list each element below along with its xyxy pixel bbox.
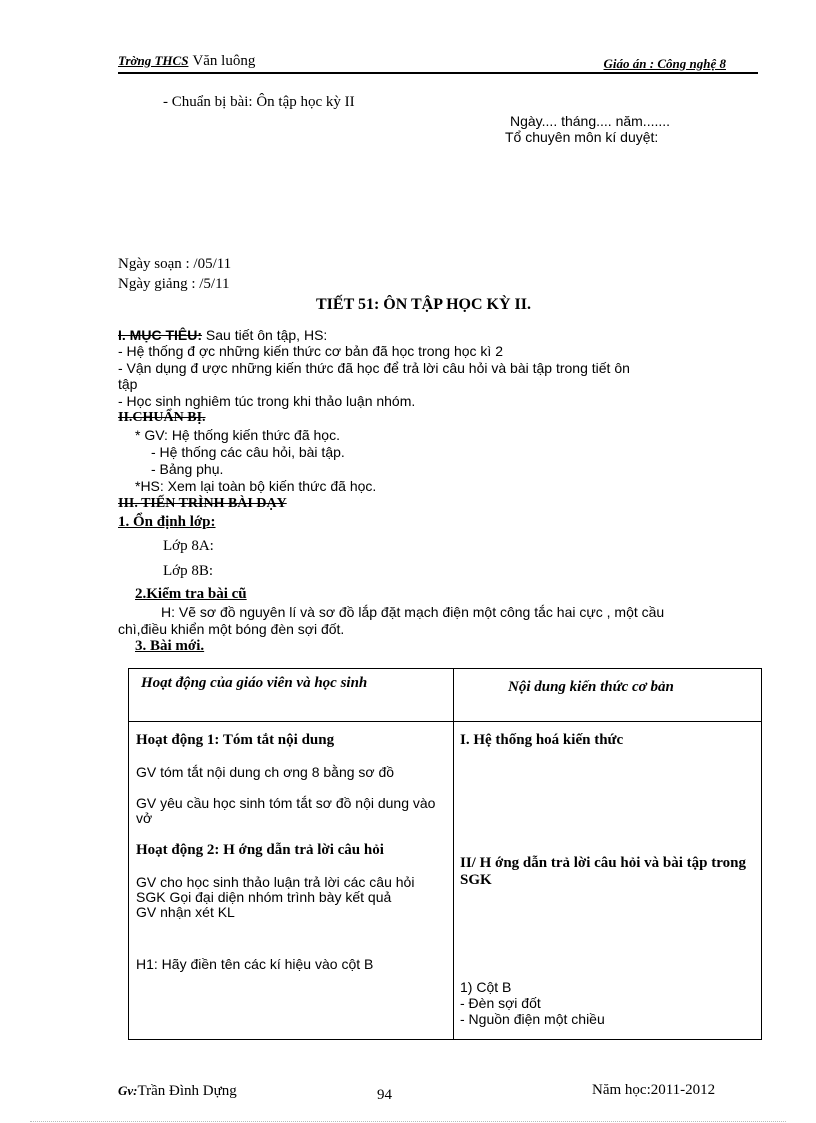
chuan-bi-heading: II.CHUẨN BỊ. [118,410,206,425]
prepare-text: - Chuẩn bị bài: Ôn tập học kỳ II [163,94,355,110]
lop-8b: Lớp 8B: [163,563,214,579]
col1-header: Hoạt động của giáo viên và học sinh [129,669,454,722]
tien-trinh-heading: III. TIẾN TRÌNH BÀI DẠY [118,496,287,511]
muc-tieu-item: - Hệ thống đ ợc những kiến thức cơ bản đã học trong học kì 2 [118,343,503,359]
answer-title: 1) Cột B [460,979,512,995]
school-year: Năm học:2011-2012 [592,1082,716,1098]
hd2-line: GV nhận xét KL [136,904,235,920]
header-rule [118,72,758,74]
footer-teacher [118,1082,237,1100]
date-line: Ngày.... tháng.... năm....... [510,113,671,129]
muc-tieu-line [118,327,327,343]
chuan-bi-gv-item: - Bảng phụ. [151,461,224,477]
school-prefix: Trờng THCS [118,53,189,68]
chuan-bi-gv: * GV: Hệ thống kiến thức đã học. [135,427,340,443]
table-header-row [129,669,762,722]
hd1-line: GV tóm tắt nội dung ch ơng 8 bằng sơ đồ [136,764,395,780]
school-name: Văn luông [192,53,256,69]
hd1-title: Hoạt động 1: Tóm tắt nội dung [136,732,335,748]
muc-tieu-item: - Vận dụng đ ược những kiến thức đã học để trả lời câu hỏi và bài tập trong tiết ôn [118,360,630,376]
gv-label: Gv: [118,1083,138,1098]
kiem-tra-heading: 2.Kiểm tra bài cũ [135,586,247,602]
page-header-left [118,52,255,70]
muc-tieu-intro: Sau tiết ôn tập, HS: [202,327,328,343]
h1-question: H1: Hãy điền tên các kí hiệu vào cột B [136,956,374,972]
date-soan: Ngày soạn : /05/11 [118,256,232,272]
teacher-activities-cell [129,722,454,1040]
bai-moi-heading: 3. Bài mới. [135,638,205,654]
sec1-title: I. Hệ thống hoá kiến thức [460,732,624,748]
question-line: H: Vẽ sơ đồ nguyên lí và sơ đồ lắp đặt mạch điện một công tắc hai cực , một cầu [161,604,665,620]
hd2-line: GV cho học sinh thảo luận trả lời các câu hỏi SGK Gọi đại diện nhóm trình bày kết quả [136,874,415,905]
chuan-bi-hs: *HS: Xem lại toàn bộ kiến thức đã học. [135,478,377,494]
page-number: 94 [377,1087,392,1103]
chuan-bi-gv-item: - Hệ thống các câu hỏi, bài tập. [151,444,345,460]
hd1-line: GV yêu cầu học sinh tóm tắt sơ đồ nội dung vào vở [136,795,436,826]
on-dinh-heading: 1. Ổn định lớp: [118,514,216,530]
col2-header: Nội dung kiến thức cơ bản [454,669,762,722]
sec2-title: II/ H ớng dẫn trả lời câu hỏi và bài tập trong SGK [460,855,746,888]
answer-item: - Đèn sợi đốt [460,995,541,1011]
hd2-title: Hoạt động 2: H ớng dẫn trả lời câu hỏi [136,842,384,858]
lesson-table [128,668,762,1040]
approval-text: Tổ chuyên môn kí duyệt: [505,129,659,145]
knowledge-content-cell [454,722,762,1040]
muc-tieu-item: - Học sinh nghiêm túc trong khi thảo luận nhóm. [118,393,416,409]
table-row [129,722,762,1040]
answer-item: - Nguồn điện một chiều [460,1011,605,1027]
muc-tieu-item: tập [118,376,138,392]
lop-8a: Lớp 8A: [163,538,214,554]
date-giang: Ngày giảng : /5/11 [118,276,230,292]
doc-title: Giáo án : Công nghệ 8 [603,56,726,71]
question-line: chì,điều khiển một bóng đèn sợi đốt. [118,621,345,637]
lesson-title: TIẾT 51: ÔN TẬP HỌC KỲ II. [316,296,532,313]
footer-divider [30,1121,786,1122]
muc-tieu-heading: I. MỤC TIÊU: [118,327,202,343]
teacher-name: Trần Đình Dựng [137,1083,237,1099]
